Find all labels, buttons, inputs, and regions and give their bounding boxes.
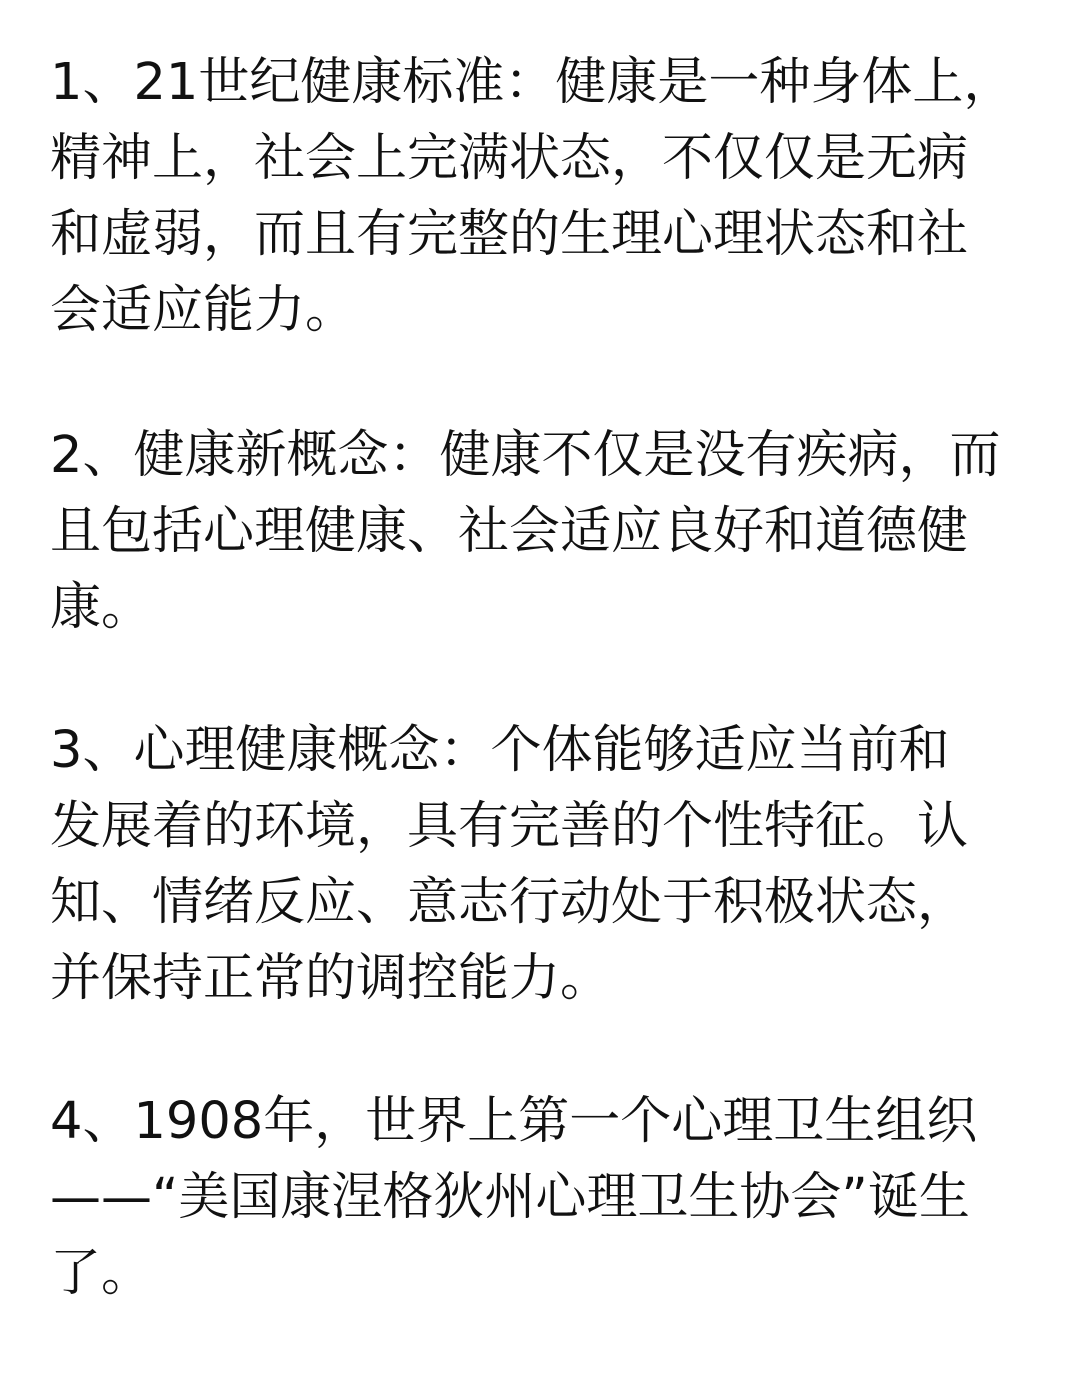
text-line: 会适应能力。 — [50, 281, 357, 340]
paragraph-health-standard — [50, 45, 1040, 349]
text-line: 并保持正常的调控能力。 — [50, 949, 612, 1008]
text-line: 知、情绪反应、意志行动处于积极状态， — [50, 873, 969, 932]
text-line: 发展着的环境，具有完善的个性特征。认 — [50, 797, 969, 856]
paragraph-mental-health-concept — [50, 713, 1040, 1017]
text-line: 1、21世纪健康标准：健康是一种身体上， — [50, 53, 1015, 112]
text-line: 4、1908年，世界上第一个心理卫生组织 — [50, 1092, 978, 1151]
text-line: ——“美国康涅格狄州心理卫生协会”诞生 — [50, 1168, 970, 1227]
text-line: 精神上，社会上完满状态，不仅仅是无病 — [50, 129, 969, 188]
text-line: 了。 — [50, 1244, 153, 1303]
text-line: 和虚弱，而且有完整的生理心理状态和社 — [50, 205, 969, 264]
text-line: 3、心理健康概念：个体能够适应当前和 — [50, 721, 950, 780]
text-line: 康。 — [50, 578, 153, 637]
text-line: 2、健康新概念：健康不仅是没有疾病，而 — [50, 426, 1001, 485]
paragraph-history-1908 — [50, 1084, 1040, 1312]
paragraph-health-concept — [50, 418, 1040, 646]
text-line: 且包括心理健康、社会适应良好和道德健 — [50, 502, 969, 561]
